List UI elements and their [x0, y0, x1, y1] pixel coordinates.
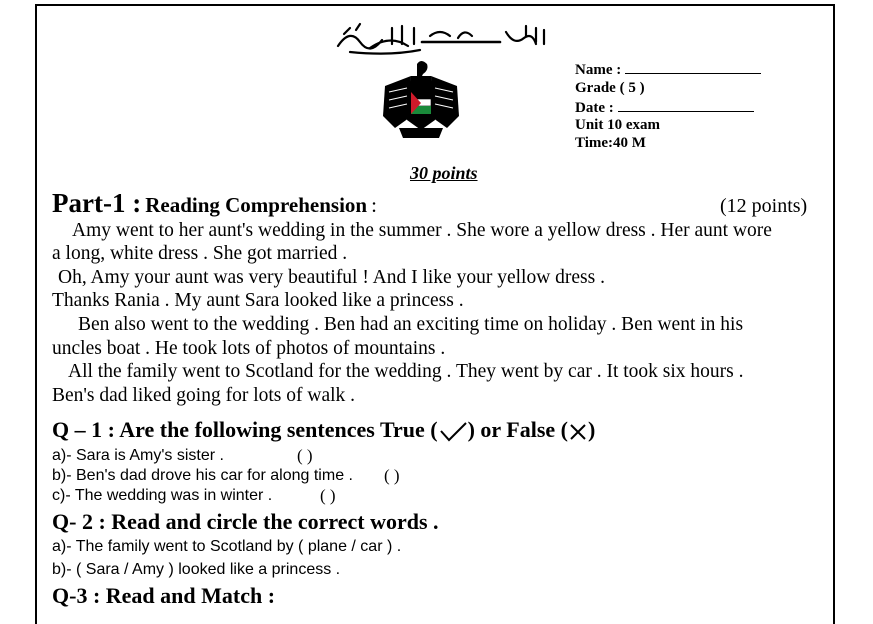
passage-line: a long, white dress . She got married . [52, 243, 348, 264]
date-label: Date : [575, 100, 614, 116]
passage-line: Amy went to her aunt's wedding in the summer . She wore a yellow dress . Her aunt wore [72, 220, 772, 241]
total-points-title: 30 points [410, 163, 478, 183]
name-field [575, 61, 761, 79]
date-field [575, 99, 754, 117]
grade-label: Grade [575, 80, 616, 96]
answer-box[interactable]: ( ) [320, 486, 336, 505]
q1-item-text: c)- The wedding was in winter . [52, 487, 273, 504]
question-1-title-mid: ) or False ( [467, 417, 568, 442]
eagle-emblem-icon [381, 58, 461, 142]
question-2-title: Q- 2 : Read and circle the correct words . [52, 509, 439, 534]
q1-item [52, 446, 313, 465]
name-blank-line[interactable] [625, 61, 761, 74]
grade-value: ( 5 ) [619, 80, 645, 96]
part-heading [52, 188, 377, 219]
date-blank-line[interactable] [618, 99, 754, 112]
part-points: (12 points) [720, 195, 808, 217]
part-title: Reading Comprehension [145, 193, 368, 217]
question-1-title-start: Q – 1 : Are the following sentences True ( [52, 417, 438, 442]
question-1-title-end: ) [587, 417, 596, 442]
answer-box[interactable]: ( ) [297, 446, 313, 465]
passage-line: Ben's dad liked going for lots of walk . [52, 385, 356, 406]
q1-item-text: a)- Sara is Amy's sister . [52, 447, 224, 464]
passage-line: Thanks Rania . My aunt Sara looked like a princess . [52, 290, 464, 311]
name-label: Name : [575, 62, 622, 78]
unit-label: Unit 10 exam [575, 117, 660, 133]
q1-item [52, 466, 400, 485]
passage-line: uncles boat . He took lots of photos of mountains . [52, 338, 446, 359]
passage-line: Oh, Amy your aunt was very beautiful ! And I like your yellow dress . [58, 267, 605, 288]
question-3-title: Q-3 : Read and Match : [52, 583, 276, 608]
part-title-colon: : [371, 193, 377, 217]
part-number: Part-1 : [52, 188, 142, 218]
q2-item[interactable]: a)- The family went to Scotland by ( plane / car ) . [52, 538, 402, 555]
basmala-calligraphy [330, 20, 550, 56]
check-mark-icon [438, 421, 468, 443]
time-label: Time:40 M [575, 135, 646, 151]
answer-box[interactable]: ( ) [384, 466, 400, 485]
q1-item-text: b)- Ben's dad drove his car for along time . [52, 467, 353, 484]
passage-line: All the family went to Scotland for the wedding . They went by car . It took six hours . [68, 361, 744, 382]
q1-item [52, 486, 336, 505]
passage-line: Ben also went to the wedding . Ben had an exciting time on holiday . Ben went in his [78, 314, 744, 335]
grade-field [575, 80, 645, 97]
question-1-title [52, 417, 595, 443]
cross-mark-icon [568, 422, 588, 442]
q2-item[interactable]: b)- ( Sara / Amy ) looked like a princess . [52, 561, 341, 578]
